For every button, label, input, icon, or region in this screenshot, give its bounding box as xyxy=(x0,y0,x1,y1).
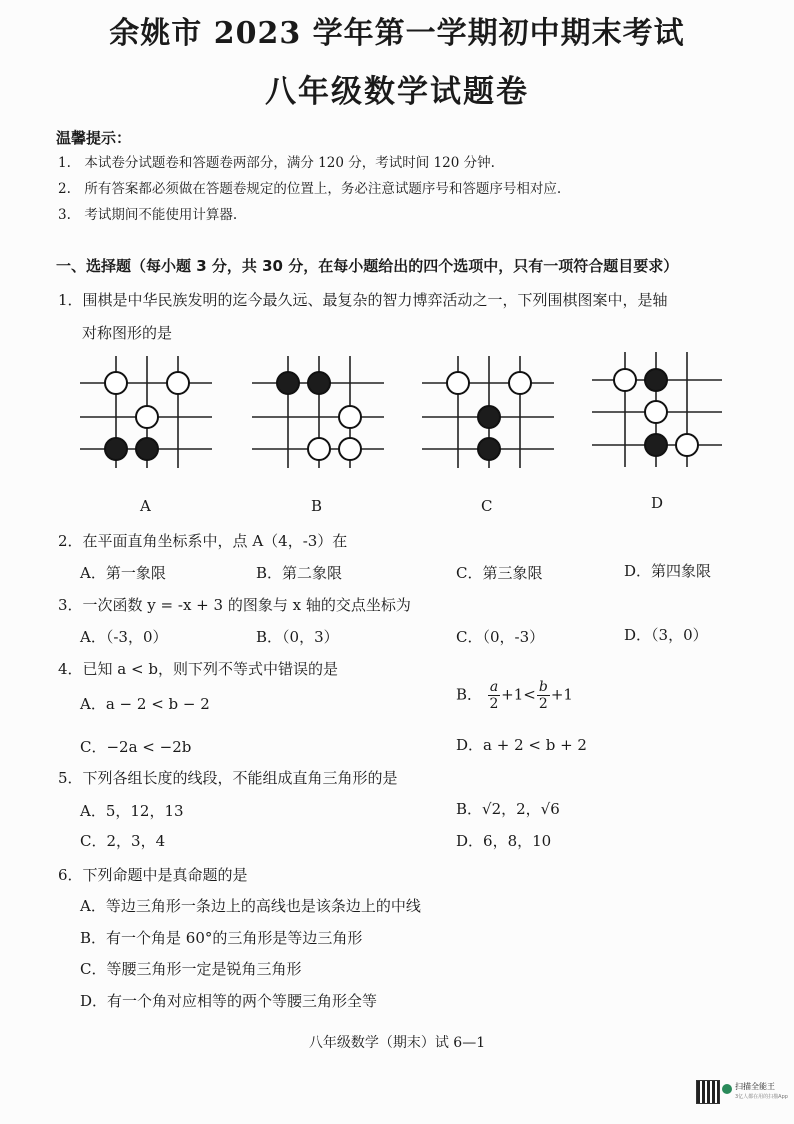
q2-option-b: B．第二象限 xyxy=(256,564,343,582)
go-board-b xyxy=(252,356,392,471)
scanner-tagline: 3亿人都在用的扫描App xyxy=(735,1094,788,1100)
scanner-logo-icon xyxy=(722,1084,732,1094)
q6-option-b: B．有一个角是 60°的三角形是等边三角形 xyxy=(80,929,363,947)
q4-option-a: A．a − 2 < b − 2 xyxy=(80,695,210,713)
q4-option-b-prefix: B． xyxy=(456,685,483,704)
q2-option-a: A．第一象限 xyxy=(80,564,166,582)
figure-label-d: D xyxy=(651,494,664,512)
denominator: 2 xyxy=(538,696,548,712)
go-board-d xyxy=(592,352,727,470)
question-4-stem: 4．已知 a < b，则下列不等式中错误的是 xyxy=(58,660,338,678)
q5-option-c: C．2，3，4 xyxy=(80,832,166,850)
denominator: 2 xyxy=(489,696,499,712)
notice-item: 2. 所有答案都必须做在答题卷规定的位置上，务必注意试题序号和答题序号相对应. xyxy=(58,181,562,197)
q4-option-d: D．a + 2 < b + 2 xyxy=(456,736,587,754)
notice-item: 1. 本试卷分试题卷和答题卷两部分，满分 120 分，考试时间 120 分钟. xyxy=(58,155,495,171)
q3-option-b: B．（0，3） xyxy=(256,628,339,646)
notice-heading: 温馨提示： xyxy=(56,129,132,147)
q3-option-a: A．（-3，0） xyxy=(80,628,168,646)
q6-option-a: A．等边三角形一条边上的高线也是该条边上的中线 xyxy=(80,897,421,915)
scanner-brand: 扫描全能王 xyxy=(735,1082,775,1091)
question-2-stem: 2．在平面直角坐标系中，点 A（4，-3）在 xyxy=(58,532,348,550)
q6-option-c: C．等腰三角形一定是锐角三角形 xyxy=(80,960,302,978)
question-1-stem: 1．围棋是中华民族发明的迄今最久远、最复杂的智力博弈活动之一，下列围棋图案中，是轴 xyxy=(58,291,668,309)
q3-option-d: D．（3，0） xyxy=(624,626,708,644)
go-board-c xyxy=(422,356,562,471)
q2-option-d: D．第四象限 xyxy=(624,562,712,580)
q2-option-c: C．第三象限 xyxy=(456,564,543,582)
q3-option-c: C．（0，-3） xyxy=(456,628,545,646)
q4-option-b xyxy=(456,680,573,711)
paper-subtitle: 八年级数学试题卷 xyxy=(265,74,529,110)
page-footer: 八年级数学（期末）试 6—1 xyxy=(308,1035,486,1051)
qr-code-icon xyxy=(696,1080,720,1104)
exam-title: 余姚市 2023 学年第一学期初中期末考试 xyxy=(109,16,685,51)
figure-label-a: A xyxy=(140,497,151,515)
question-3-stem: 3．一次函数 y = -x + 3 的图象与 x 轴的交点坐标为 xyxy=(58,596,411,614)
inequality-tail: +1 xyxy=(550,685,573,704)
fraction-a-over-2 xyxy=(488,680,500,711)
question-1-stem-cont: 对称图形的是 xyxy=(82,324,173,342)
question-5-stem: 5．下列各组长度的线段，不能组成直角三角形的是 xyxy=(58,769,398,787)
q5-option-b: B．√2，2，√6 xyxy=(456,800,560,818)
notice-item: 3. 考试期间不能使用计算器. xyxy=(58,207,238,223)
fraction-b-over-2 xyxy=(537,680,550,711)
q4-option-c: C．−2a < −2b xyxy=(80,738,192,756)
q5-option-a: A．5，12，13 xyxy=(80,802,184,820)
figure-label-b: B xyxy=(311,497,323,515)
numerator: b xyxy=(538,679,548,695)
go-board-a xyxy=(80,356,220,471)
q5-option-d: D．6，8，10 xyxy=(456,832,552,850)
numerator: a xyxy=(489,679,499,695)
section-heading: 一、选择题（每小题 3 分，共 30 分，在每小题给出的四个选项中，只有一项符合题目要求） xyxy=(56,257,679,275)
q6-option-d: D．有一个角对应相等的两个等腰三角形全等 xyxy=(80,992,378,1010)
question-6-stem: 6．下列命题中是真命题的是 xyxy=(58,866,248,884)
figure-label-c: C xyxy=(481,497,493,515)
inequality-middle: +1< xyxy=(501,685,536,704)
